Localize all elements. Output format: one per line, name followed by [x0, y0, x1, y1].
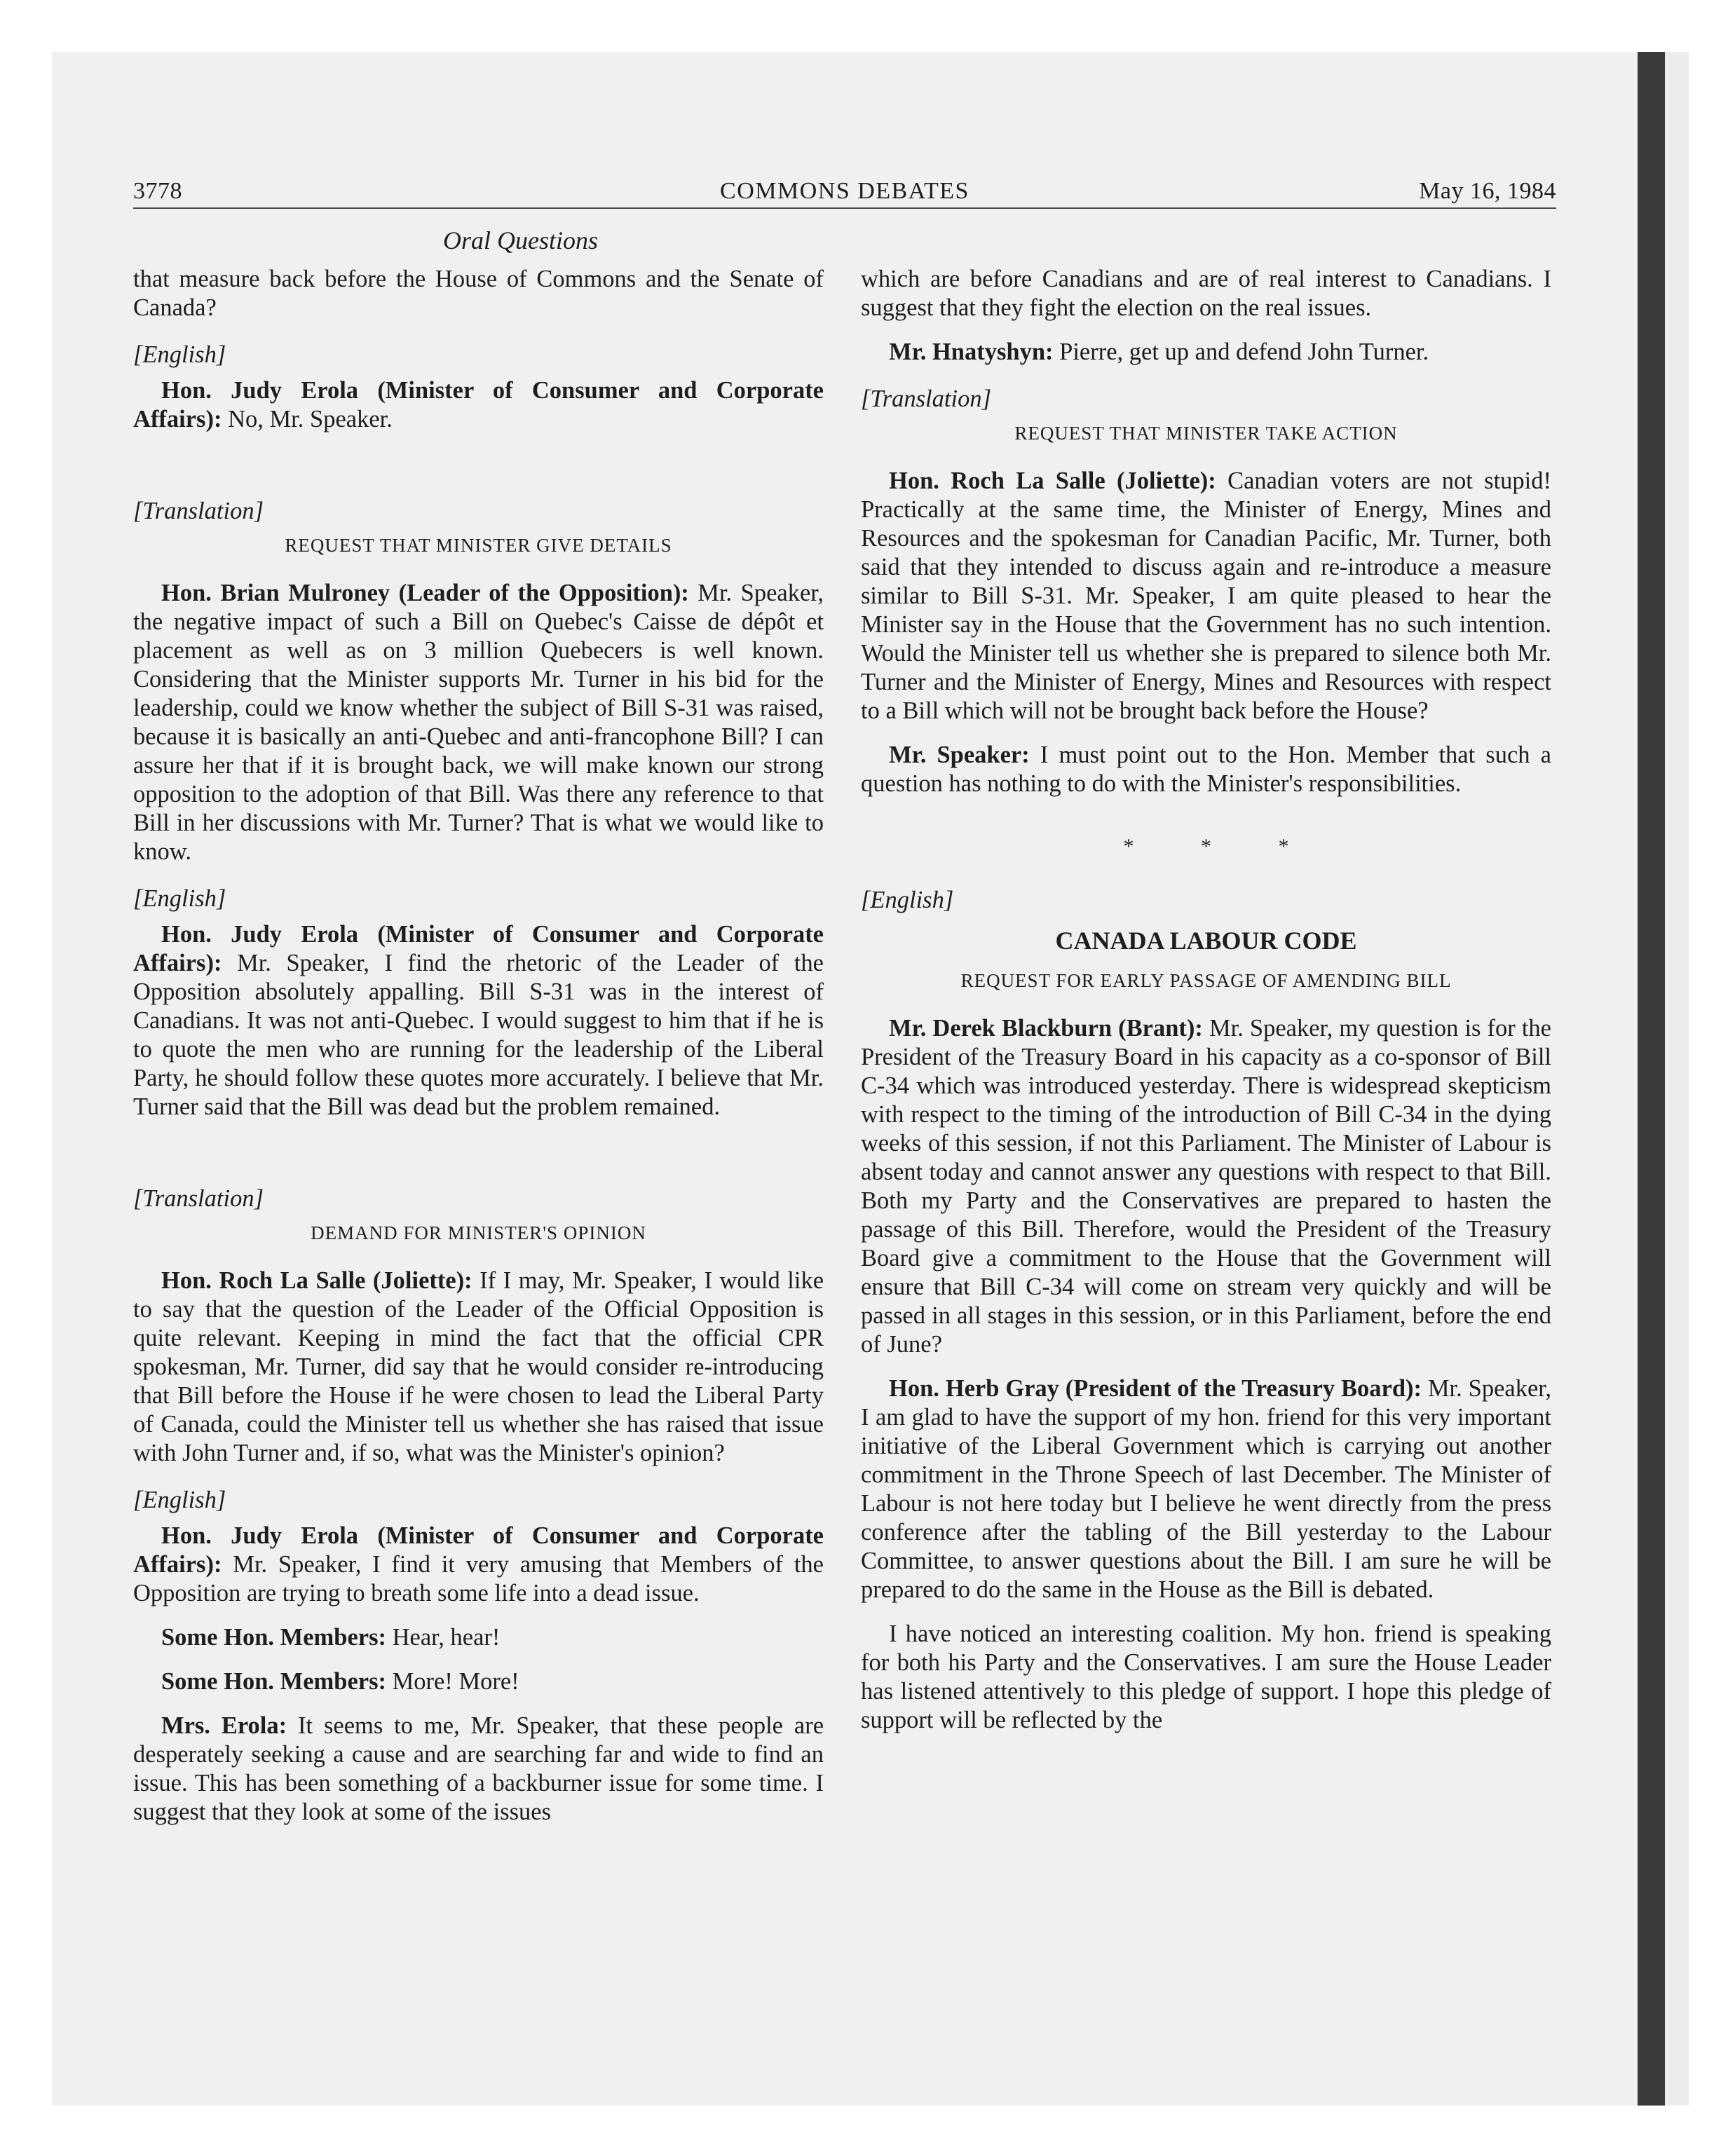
speech-paragraph — [133, 1667, 824, 1696]
speech-text: No, Mr. Speaker. — [222, 406, 393, 432]
speech-paragraph — [861, 1374, 1551, 1604]
language-marker: [Translation] — [133, 498, 264, 524]
speech-paragraph — [133, 1267, 824, 1468]
speech-paragraph — [133, 920, 824, 1121]
speaker-name: Some Hon. Members: — [161, 1624, 386, 1651]
speaker-name: Hon. Brian Mulroney (Leader of the Opposition): — [161, 580, 689, 606]
sub-heading: REQUEST THAT MINISTER TAKE ACTION — [1014, 423, 1398, 444]
speech-text: Mr. Speaker, my question is for the President of the Treasury Board in his capacity as a co-sponsor of Bill C-34 which was introduced yesterday. There is widespread skepticism with respect to the timing of the introduction of Bill C-34 in the dying weeks of this session, if not this Parliament. The Minister of Labour is absent today and cannot answer any questions with respect to that Bill. Both my Party and the Conservatives are prepared to hasten the passage of this Bill. Therefore, would the President of the Treasury Board give a commitment to the House that the Government will ensure that Bill C-34 will come on stream very quickly and will be passed in all stages in this session, or in this Parliament, before the end of June? — [861, 1015, 1551, 1358]
speech-paragraph — [133, 1712, 824, 1827]
speaker-name: Mrs. Erola: — [161, 1712, 287, 1739]
speaker-name: Some Hon. Members: — [161, 1668, 386, 1695]
section-break-stars: * * * — [1123, 835, 1320, 858]
speaker-name: Hon. Roch La Salle (Joliette): — [161, 1267, 472, 1294]
binding-edge — [1638, 52, 1665, 2106]
speech-text: Mr. Speaker, the negative impact of such a Bill on Quebec's Caisse de dépôt et placement as well as on 3 million Quebecers is well known. Considering that the Minister supports Mr. Turner in his bid for the leadership, could we know whether the subject of Bill S-31 was raised, because it is basically an anti-Quebec and anti-francophone Bill? I can assure her that if it is brought back, we will make known our strong opposition to the adoption of that Bill. Was there any reference to that Bill in her discussions with Mr. Turner? That is what we would like to know. — [133, 580, 824, 865]
speaker-name: Hon. Herb Gray (President of the Treasury Board): — [889, 1375, 1422, 1402]
speech-paragraph — [861, 1014, 1551, 1359]
language-marker: [English] — [133, 341, 226, 368]
section-title: Oral Questions — [442, 226, 598, 254]
speech-paragraph — [133, 1623, 824, 1652]
speaker-name: Hon. Judy Erola (Minister of Consumer and Corporate Affairs): — [133, 1522, 824, 1578]
speech-paragraph — [133, 1522, 824, 1608]
speech-text: Pierre, get up and defend John Turner. — [1053, 339, 1429, 365]
speaker-name: Hon. Roch La Salle (Joliette): — [889, 468, 1216, 494]
paragraph: which are before Canadians and are of real interest to Canadians. I suggest that they fight the election on the real issues. — [861, 266, 1551, 321]
sub-heading: REQUEST THAT MINISTER GIVE DETAILS — [285, 535, 672, 556]
language-marker: [Translation] — [133, 1185, 264, 1212]
language-marker: [Translation] — [861, 386, 991, 412]
language-marker: [English] — [133, 885, 226, 912]
language-marker: [English] — [861, 887, 954, 913]
speech-text: If I may, Mr. Speaker, I would like to say that the question of the Leader of the Official Opposition is quite relevant. Keeping in mind the fact that the official CPR spokesman, Mr. Turner, did say that he would consider re-introducing that Bill before the House if he were chosen to lead the Liberal Party of Canada, could the Minister tell us whether she has raised that issue with John Turner and, if so, what was the Minister's opinion? — [133, 1267, 824, 1466]
speech-paragraph — [133, 579, 824, 866]
sub-heading: DEMAND FOR MINISTER'S OPINION — [311, 1222, 646, 1243]
speech-text: Hear, hear! — [386, 1624, 501, 1651]
right-column — [861, 265, 1551, 1750]
publication-date: May 16, 1984 — [1419, 178, 1556, 204]
speech-text: It seems to me, Mr. Speaker, that these people are desperately seeking a cause and are searching far and wide to find an issue. This has been something of a backburner issue for some time. I suggest that they look at some of the issues — [133, 1712, 824, 1825]
speech-text: Mr. Speaker, I find it very amusing that Members of the Opposition are trying to breath some life into a dead issue. — [133, 1551, 824, 1606]
speech-paragraph — [133, 376, 824, 434]
speech-text: Mr. Speaker, I am glad to have the support of my hon. friend for this very important initiative of the Liberal Government which is carrying out another commitment in the Throne Speech of last December. The Minister of Labour is not here today but I believe he went directly from the press conference after the tabling of the Bill yesterday to the Labour Committee, to answer questions about the Bill. I am sure he will be prepared to do the same in the House as the Bill is debated. — [861, 1375, 1551, 1603]
subject-heading: CANADA LABOUR CODE — [1055, 927, 1357, 955]
speaker-name: Hon. Judy Erola (Minister of Consumer and Corporate Affairs): — [133, 921, 824, 976]
speaker-name: Hon. Judy Erola (Minister of Consumer and Corporate Affairs): — [133, 377, 824, 432]
publication-title: COMMONS DEBATES — [720, 178, 969, 204]
speech-text: Canadian voters are not stupid! Practically at the same time, the Minister of Energy, Mines and Resources and the spokesman for Canadian Pacific, Mr. Turner, both said that they intended to discuss again and re-introduce a measure similar to Bill S-31. Mr. Speaker, I am quite pleased to hear the Minister say in the House that the Government has no such intention. Would the Minister tell us whether she is prepared to silence both Mr. Turner and the Minister of Energy, Mines and Resources with respect to a Bill which will not be brought back before the House? — [861, 468, 1551, 724]
speaker-name: Mr. Derek Blackburn (Brant): — [889, 1015, 1203, 1042]
speech-text: Mr. Speaker, I find the rhetoric of the Leader of the Opposition absolutely appalling. Bill S-31 was in the interest of Canadians. It was not anti-Quebec. I would suggest to him that if he is to quote the men who are running for the leadership of the Liberal Party, he should follow these quotes more accurately. I believe that Mr. Turner said that the Bill was dead but the problem remained. — [133, 950, 824, 1120]
paragraph: that measure back before the House of Commons and the Senate of Canada? — [133, 266, 824, 321]
page-number: 3778 — [133, 178, 182, 204]
language-marker: [English] — [133, 1487, 226, 1513]
speech-paragraph — [861, 338, 1551, 367]
speaker-name: Mr. Speaker: — [889, 742, 1030, 768]
speech-paragraph — [861, 467, 1551, 725]
running-header — [133, 175, 1556, 209]
speech-text: More! More! — [386, 1668, 519, 1695]
speech-text: I must point out to the Hon. Member that such a question has nothing to do with the Minister's responsibilities. — [861, 742, 1551, 797]
speaker-name: Mr. Hnatyshyn: — [889, 339, 1054, 365]
speech-paragraph — [861, 741, 1551, 798]
sub-heading: REQUEST FOR EARLY PASSAGE OF AMENDING BILL — [960, 970, 1452, 991]
paragraph: I have noticed an interesting coalition. My hon. friend is speaking for both his Party and the Conservatives. I am sure the House Leader has listened attentively to this pledge of support. I hope this pledge of support will be reflected by the — [861, 1621, 1551, 1733]
left-column — [133, 224, 824, 1842]
